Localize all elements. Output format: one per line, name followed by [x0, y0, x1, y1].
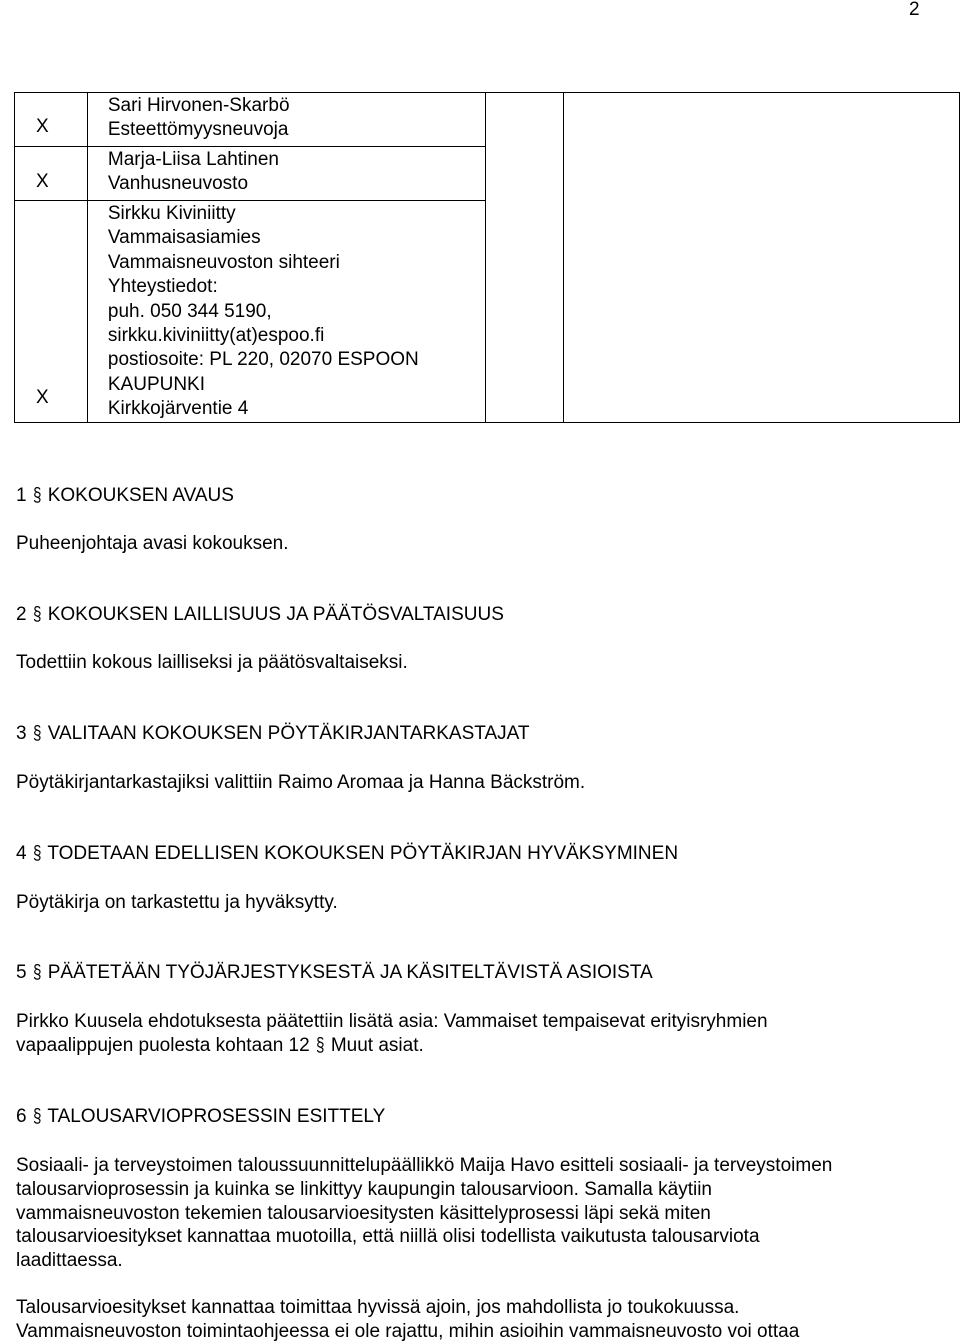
section-body-2: [16, 651, 408, 675]
section-heading-5: [16, 962, 653, 984]
attendance-mark: X: [36, 116, 49, 137]
section-heading-6: [16, 1106, 385, 1128]
paragraph-text: Muut asiat.: [330, 1034, 424, 1056]
section-heading-4: [16, 843, 678, 865]
section-body-1: [16, 532, 289, 556]
attendee-name: Sari Hirvonen-Skarbö: [107, 95, 290, 116]
contact-postal: postiosoite: PL 220, 02070 ESPOON: [107, 349, 419, 371]
paragraph-line: talousarvioesitykset kannattaa muotoilla, että niillä olisi todellista vaikutusta talousarviota: [16, 1226, 760, 1248]
attendee-info-cell: [87, 201, 485, 423]
section-heading-2: [16, 604, 504, 626]
section-heading-3: [16, 723, 530, 745]
attendee-info-cell: [87, 93, 485, 147]
section-symbol: §: [32, 604, 42, 625]
attendee-role: Vanhusneuvosto: [107, 173, 249, 195]
attendee-row: [15, 93, 960, 147]
contact-email: sirkku.kiviniitty(at)espoo.fi: [107, 325, 325, 347]
paragraph-line: talousarvioprosessin ja kuinka se linkittyy kaupungin talousarvioon. Samalla käytiin: [16, 1178, 712, 1200]
section-body-5: [16, 1010, 768, 1058]
section-body-3: [16, 771, 585, 795]
section-title: VALITAAN KOKOUKSEN PÖYTÄKIRJANTARKASTAJAT: [47, 723, 530, 744]
section-symbol: §: [32, 1106, 42, 1127]
section-number: 3: [16, 723, 27, 744]
paragraph-text: vapaalippujen puolesta kohtaan 12: [16, 1034, 310, 1056]
paragraph-line: vammaisneuvoston tekemien talousarvioesitysten käsittelyprosessi läpi sekä miten: [16, 1202, 711, 1224]
section-symbol: §: [316, 1034, 325, 1056]
section-number: 4: [16, 843, 27, 864]
section-title: PÄÄTETÄÄN TYÖJÄRJESTYKSESTÄ JA KÄSITELTÄVISTÄ ASIOISTA: [47, 962, 653, 983]
section-heading-1: [16, 485, 234, 507]
paragraph-line: [16, 1034, 768, 1058]
paragraph-line: Puheenjohtaja avasi kokouksen.: [16, 533, 289, 554]
attendance-table: [14, 92, 960, 423]
attendee-name: Sirkku Kiviniitty: [107, 203, 236, 224]
attendance-mark: X: [36, 387, 49, 408]
paragraph-line: laadittaessa.: [16, 1250, 123, 1272]
paragraph-line: Pöytäkirjantarkastajiksi valittiin Raimo Aromaa ja Hanna Bäckström.: [16, 772, 586, 793]
section-title: TALOUSARVIOPROSESSIN ESITTELY: [47, 1106, 386, 1127]
attendance-mark-cell: [15, 147, 88, 201]
empty-cell: [563, 93, 959, 423]
empty-cell: [485, 93, 563, 423]
contact-postal: KAUPUNKI: [107, 373, 206, 395]
paragraph-line: Pöytäkirja on tarkastettu ja hyväksytty.: [16, 892, 338, 913]
section-title: TODETAAN EDELLISEN KOKOUKSEN PÖYTÄKIRJAN HYVÄKSYMINEN: [47, 843, 679, 864]
attendee-role: Vammaisasiamies: [107, 227, 261, 249]
attendee-name: Marja-Liisa Lahtinen: [107, 149, 279, 170]
attendance-mark: X: [36, 171, 49, 192]
paragraph-line: Sosiaali- ja terveystoimen taloussuunnittelupäällikkö Maija Havo esitteli sosiaali- ja terveystoimen: [16, 1155, 833, 1176]
section-number: 2: [16, 604, 27, 625]
section-body-6b: [16, 1296, 799, 1344]
attendee-info-cell: [87, 147, 485, 201]
paragraph-line: Vammaisneuvoston toimintaohjeessa ei ole rajattu, mihin asioihin vammaisneuvosto voi ottaa: [16, 1320, 800, 1342]
contact-label: Yhteystiedot:: [107, 276, 218, 298]
attendee-role: Vammaisneuvoston sihteeri: [107, 251, 340, 273]
section-symbol: §: [32, 843, 42, 864]
attendance-mark-cell: [15, 201, 88, 423]
section-number: 1: [16, 485, 27, 506]
section-body-4: [16, 891, 338, 915]
section-title: KOKOUKSEN LAILLISUUS JA PÄÄTÖSVALTAISUUS: [47, 604, 504, 625]
section-body-6: [16, 1154, 832, 1273]
section-symbol: §: [32, 485, 42, 506]
contact-street: Kirkkojärventie 4: [107, 398, 249, 420]
paragraph-line: Talousarvioesitykset kannattaa toimittaa hyvissä ajoin, jos mahdollista jo toukokuussa.: [16, 1297, 740, 1318]
section-symbol: §: [32, 723, 42, 744]
section-symbol: §: [32, 962, 42, 983]
section-number: 5: [16, 962, 27, 983]
contact-phone: puh. 050 344 5190,: [107, 300, 272, 322]
section-number: 6: [16, 1106, 27, 1127]
section-title: KOKOUKSEN AVAUS: [47, 485, 234, 506]
attendance-mark-cell: [15, 93, 88, 147]
page-number: 2: [909, 0, 920, 20]
paragraph-line: Todettiin kokous lailliseksi ja päätösvaltaiseksi.: [16, 652, 408, 673]
paragraph-line: Pirkko Kuusela ehdotuksesta päätettiin lisätä asia: Vammaiset tempaisevat erityisryhmien: [16, 1011, 768, 1032]
attendee-role: Esteettömyysneuvoja: [107, 119, 289, 141]
